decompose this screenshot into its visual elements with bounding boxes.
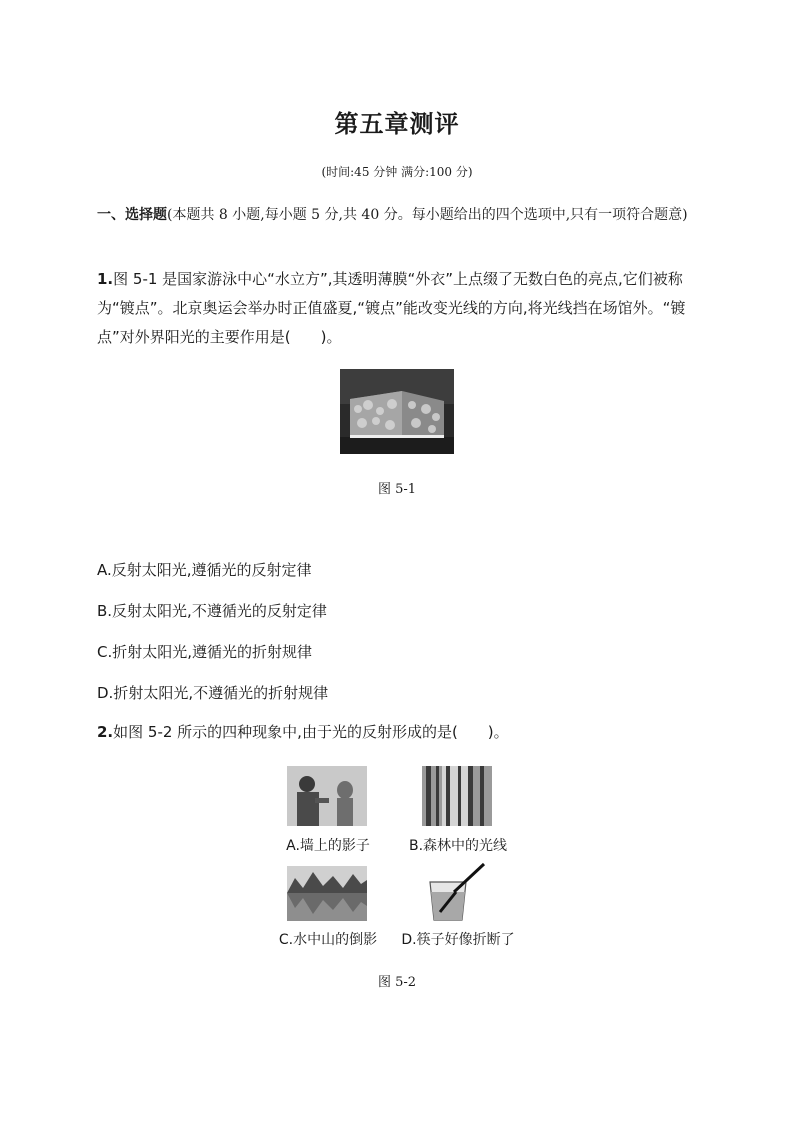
- question-2-number: 2.: [97, 723, 114, 741]
- exam-info: (时间:45 分钟 满分:100 分): [321, 165, 473, 179]
- q2-label-a: A.墙上的影子: [286, 838, 370, 854]
- q1-option-a[interactable]: A.反射太阳光,遵循光的反射定律: [97, 561, 312, 579]
- q2-label-b: B.森林中的光线: [408, 838, 508, 854]
- q1-option-c[interactable]: C.折射太阳光,遵循光的折射规律: [97, 643, 313, 661]
- q2-label-c: C.水中山的倒影: [278, 932, 378, 948]
- question-1-text: 图 5-1 是国家游泳中心“水立方”,其透明薄膜“外衣”上点缀了无数白色的亮点,它们被称为“镀点”。北京奥运会举办时正值盛夏,“镀点”能改变光线的方向,将光线挡在场馆外。“镀点”对外界阳光的主要作用是( )。: [97, 270, 686, 346]
- shadow-photo: [287, 766, 367, 826]
- figure-5-1-caption: 图 5-1: [377, 482, 417, 497]
- question-1-number: 1.: [97, 270, 114, 288]
- chopstick-glass-photo: [424, 862, 490, 922]
- section-label: 一、选择题: [97, 207, 167, 223]
- section-description: (本题共 8 小题,每小题 5 分,共 40 分。每小题给出的四个选项中,只有一项符合题意): [167, 207, 688, 223]
- forest-photo: [422, 766, 492, 826]
- mountain-reflection-photo: [287, 866, 367, 921]
- question-2: [97, 718, 707, 747]
- q2-label-d: D.筷子好像折断了: [401, 932, 515, 948]
- page-title: 第五章测评: [334, 110, 460, 138]
- figure-5-2-caption: 图 5-2: [377, 975, 417, 990]
- q1-option-b[interactable]: B.反射太阳光,不遵循光的反射定律: [97, 602, 327, 620]
- q1-option-d[interactable]: D.折射太阳光,不遵循光的折射规律: [97, 684, 329, 702]
- question-1: [97, 265, 707, 352]
- section-heading: [97, 201, 707, 229]
- question-2-text: 如图 5-2 所示的四种现象中,由于光的反射形成的是( )。: [113, 723, 509, 741]
- water-cube-photo: [340, 369, 454, 454]
